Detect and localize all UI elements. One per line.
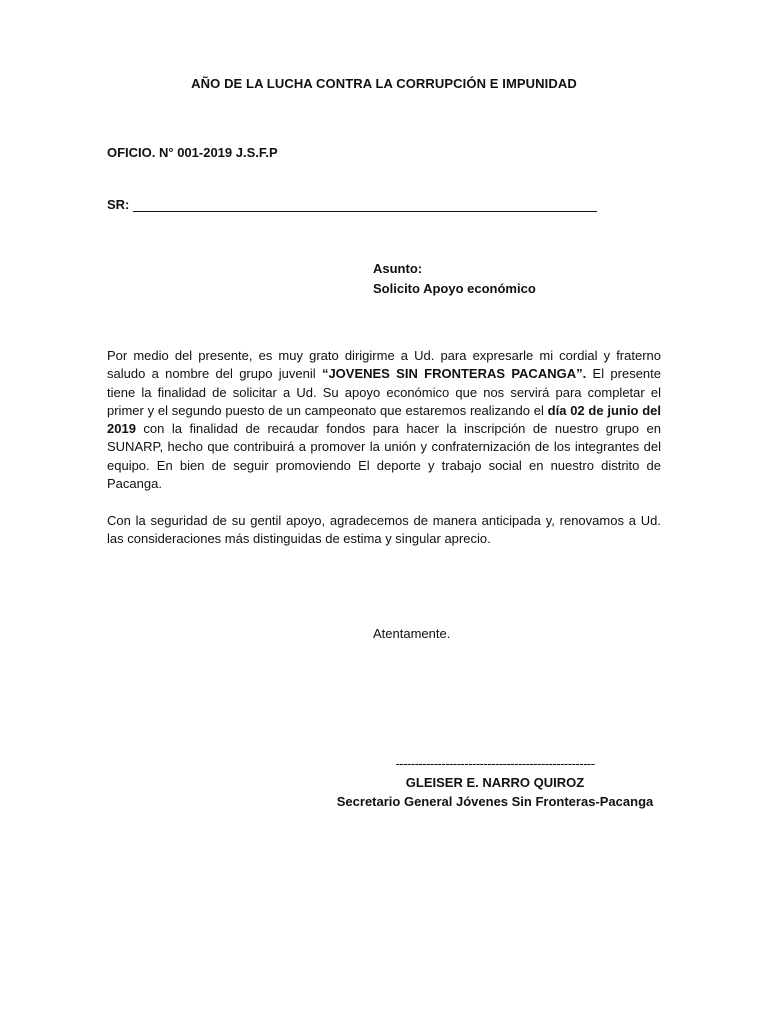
group-name: “JOVENES SIN FRONTERAS PACANGA”. <box>321 366 587 382</box>
signer-name: GLEISER E. NARRO QUIROZ <box>405 775 585 790</box>
subject-label: Asunto: <box>373 261 423 276</box>
signer-title: Secretario General Jóvenes Sin Fronteras-Pacanga <box>336 794 654 809</box>
paragraph1-text-2: El presente tiene la finalidad de solicitar a Ud. Su apoyo económico que nos servirá para completar el primer y el segundo puesto de un campeonato que estaremos realizando el <box>107 366 661 418</box>
body-paragraph-1 <box>107 347 661 493</box>
signature-block <box>330 754 660 811</box>
recipient-line <box>107 197 597 212</box>
subject-block <box>373 259 536 299</box>
paragraph1-text-3: con la finalidad de recaudar fondos para hacer la inscripción de nuestro grupo en SUNARP, hecho que contribuirá a promover la unión y confraternización de los integrantes del equipo. En bien de seguir promoviendo El deporte y trabajo social en nuestro distrito de Pacanga. <box>107 421 661 492</box>
signature-line: ---------------------------------------------------- <box>395 756 595 771</box>
recipient-label: SR: <box>107 197 130 212</box>
event-date: día 02 de junio del 2019 <box>107 402 661 437</box>
recipient-blank <box>133 197 597 212</box>
subject-text: Solicito Apoyo económico <box>373 281 536 296</box>
body-paragraph-2: Con la seguridad de su gentil apoyo, agradecemos de manera anticipada y, renovamos a Ud. las consideraciones más distinguidas de estima y singular aprecio. <box>107 513 661 547</box>
oficio-number: OFICIO. N° 001-2019 J.S.F.P <box>107 145 278 160</box>
document-header-title: AÑO DE LA LUCHA CONTRA LA CORRUPCIÓN E IMPUNIDAD <box>191 76 577 91</box>
closing-text: Atentamente. <box>373 626 451 641</box>
paragraph1-text-1: Por medio del presente, es muy grato dirigirme a Ud. para expresarle mi cordial y fraterno saludo a nombre del grupo juvenil <box>107 348 661 382</box>
